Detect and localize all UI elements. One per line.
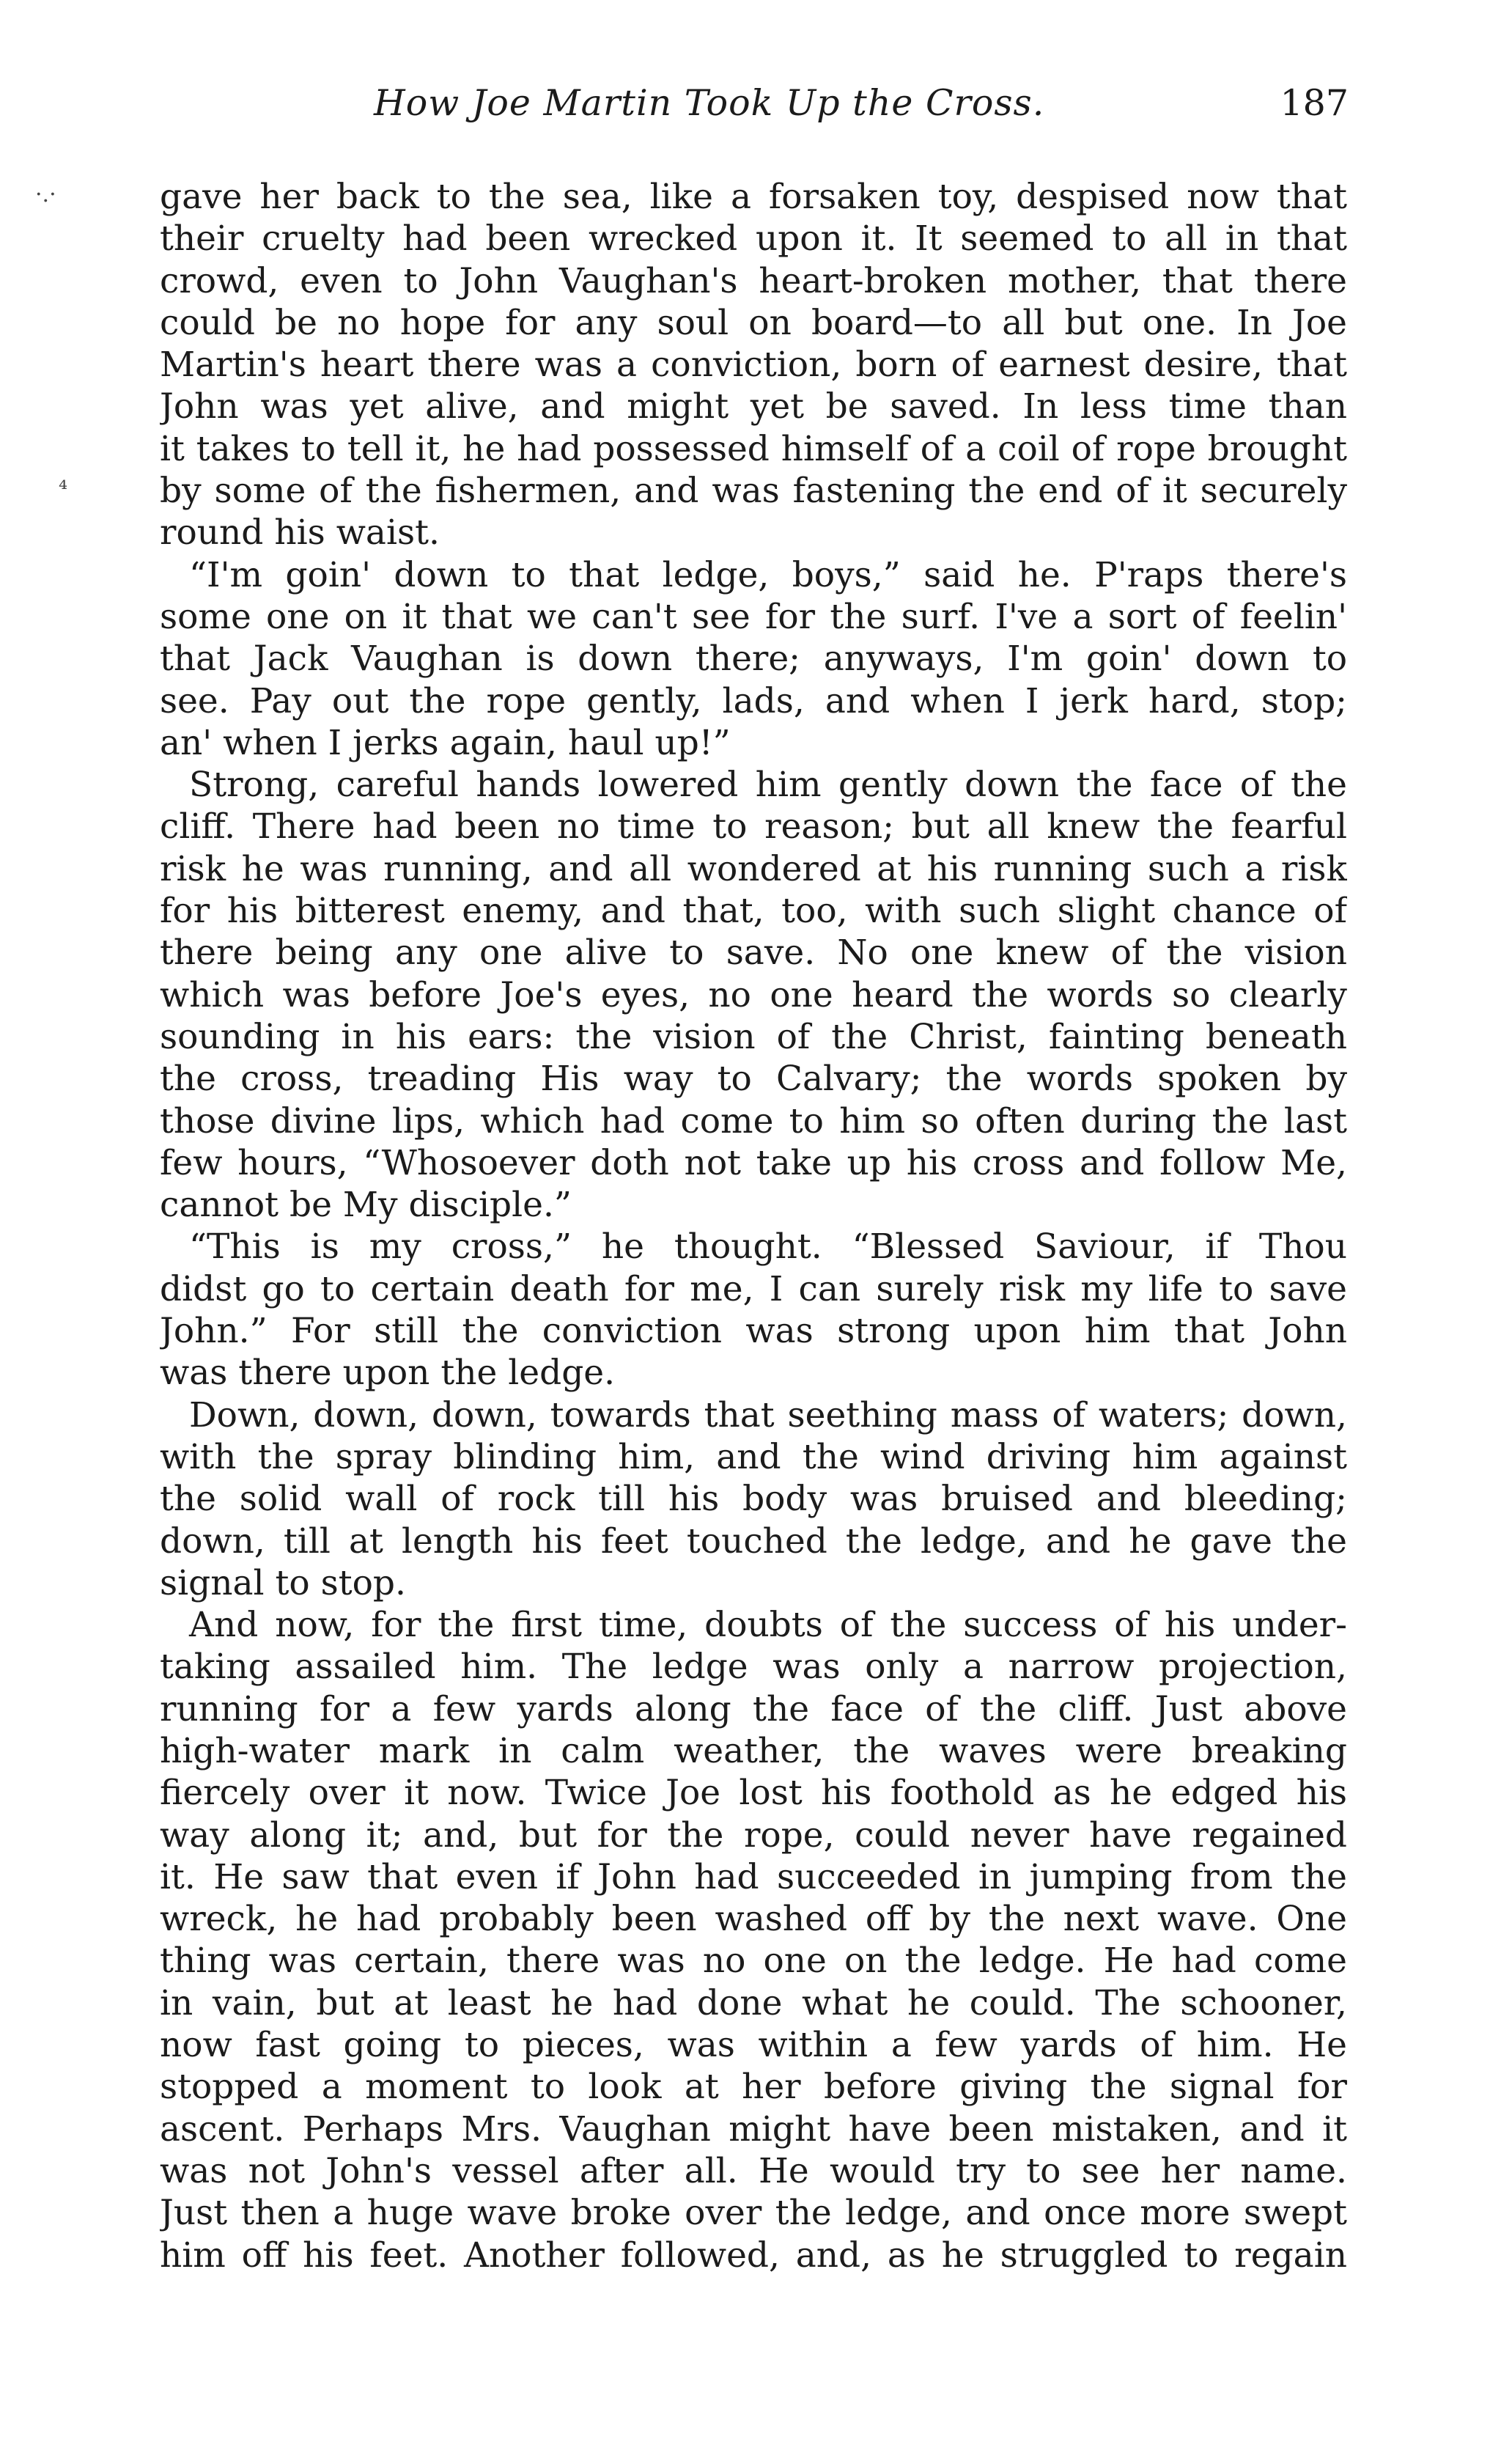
text-line: John.” For still the conviction was strong upon him that John <box>160 1311 1347 1352</box>
text-line: for his bitterest enemy, and that, too, with such slight chance of <box>160 891 1347 932</box>
text-line: could be no hope for any soul on board—to all but one. In Joe <box>160 302 1347 343</box>
text-line: wreck, he had probably been washed off by the next wave. One <box>160 1899 1347 1940</box>
text-line: Martin's heart there was a conviction, born of earnest desire, that <box>160 345 1347 386</box>
body-text <box>160 176 1347 2276</box>
text-line: way along it; and, but for the rope, could never have regained <box>160 1814 1347 1856</box>
text-line: those divine lips, which had come to him so often during the last <box>160 1100 1347 1141</box>
text-line: high-water mark in calm weather, the waves were breaking <box>160 1730 1347 1771</box>
text-line: him off his feet. Another followed, and, as he struggled to regain <box>160 2235 1347 2276</box>
text-line: didst go to certain death for me, I can surely risk my life to save <box>160 1268 1347 1309</box>
text-line: Strong, careful hands lowered him gently down the face of the <box>189 765 1347 806</box>
text-line: “I'm goin' down to that ledge, boys,” said he. P'raps there's <box>189 554 1347 595</box>
text-line: was there upon the ledge. <box>160 1353 616 1394</box>
text-line: their cruelty had been wrecked upon it. It seemed to all in that <box>160 218 1347 260</box>
text-line: thing was certain, there was no one on the ledge. He had come <box>160 1941 1347 1982</box>
text-line: was not John's vessel after all. He would try to see her name. <box>160 2150 1347 2191</box>
text-line: see. Pay out the rope gently, lads, and when I jerk hard, stop; <box>160 680 1347 721</box>
running-head <box>161 82 1349 141</box>
margin-speck-mark: ·.· <box>35 182 56 207</box>
text-line: Down, down, down, towards that seething mass of waters; down, <box>189 1394 1347 1435</box>
text-line: round his waist. <box>160 512 440 554</box>
text-line: there being any one alive to save. No one knew of the vision <box>160 933 1347 974</box>
text-line: running for a few yards along the face of the cliff. Just above <box>160 1688 1347 1729</box>
text-line: signal to stop. <box>160 1562 406 1603</box>
running-title: How Joe Martin Took Up the Cross. <box>374 82 1045 124</box>
text-line: cliff. There had been no time to reason; but all knew the fearful <box>160 806 1347 847</box>
text-line: gave her back to the sea, like a forsaken toy, despised now that <box>160 177 1347 217</box>
text-line: And now, for the first time, doubts of the success of his under- <box>189 1605 1347 1646</box>
text-line: crowd, even to John Vaughan's heart-broken mother, that there <box>160 260 1347 301</box>
text-line: fiercely over it now. Twice Joe lost his foothold as he edged his <box>160 1773 1347 1814</box>
text-line: which was before Joe's eyes, no one heard the words so clearly <box>160 974 1347 1015</box>
text-line: ascent. Perhaps Mrs. Vaughan might have been mistaken, and it <box>160 2108 1347 2149</box>
text-line: that Jack Vaughan is down there; anyways, I'm goin' down to <box>160 639 1347 680</box>
text-line: the solid wall of rock till his body was bruised and bleeding; <box>160 1479 1347 1520</box>
text-line: cannot be My disciple.” <box>160 1185 572 1226</box>
text-line: by some of the fishermen, and was fastening the end of it securely <box>160 471 1347 512</box>
text-line: taking assailed him. The ledge was only a narrow projection, <box>160 1647 1347 1688</box>
margin-speck-mark: ⁴ <box>59 477 68 502</box>
text-line: Just then a huge wave broke over the ledge, and once more swept <box>160 2193 1347 2234</box>
text-line: sounding in his ears: the vision of the Christ, fainting beneath <box>160 1016 1347 1057</box>
text-line: down, till at length his feet touched the ledge, and he gave the <box>160 1520 1347 1562</box>
text-line: in vain, but at least he had done what he could. The schooner, <box>160 1982 1347 2023</box>
text-line: few hours, “Whosoever doth not take up his cross and follow Me, <box>160 1142 1347 1183</box>
text-line: with the spray blinding him, and the wind driving him against <box>160 1436 1347 1477</box>
text-line: an' when I jerks again, haul up!” <box>160 722 731 763</box>
text-line: some one on it that we can't see for the surf. I've a sort of feelin' <box>160 596 1347 637</box>
text-line: John was yet alive, and might yet be saved. In less time than <box>160 386 1347 427</box>
text-line: stopped a moment to look at her before giving the signal for <box>160 2067 1347 2108</box>
text-line: the cross, treading His way to Calvary; the words spoken by <box>160 1059 1347 1100</box>
text-line: “This is my cross,” he thought. “Blessed Saviour, if Thou <box>189 1227 1347 1268</box>
text-line: it takes to tell it, he had possessed himself of a coil of rope brought <box>160 428 1347 469</box>
page-number: 187 <box>1280 82 1349 124</box>
text-line: now fast going to pieces, was within a few yards of him. He <box>160 2025 1347 2066</box>
text-line: it. He saw that even if John had succeeded in jumping from the <box>160 1856 1347 1897</box>
text-line: risk he was running, and all wondered at his running such a risk <box>160 848 1347 889</box>
